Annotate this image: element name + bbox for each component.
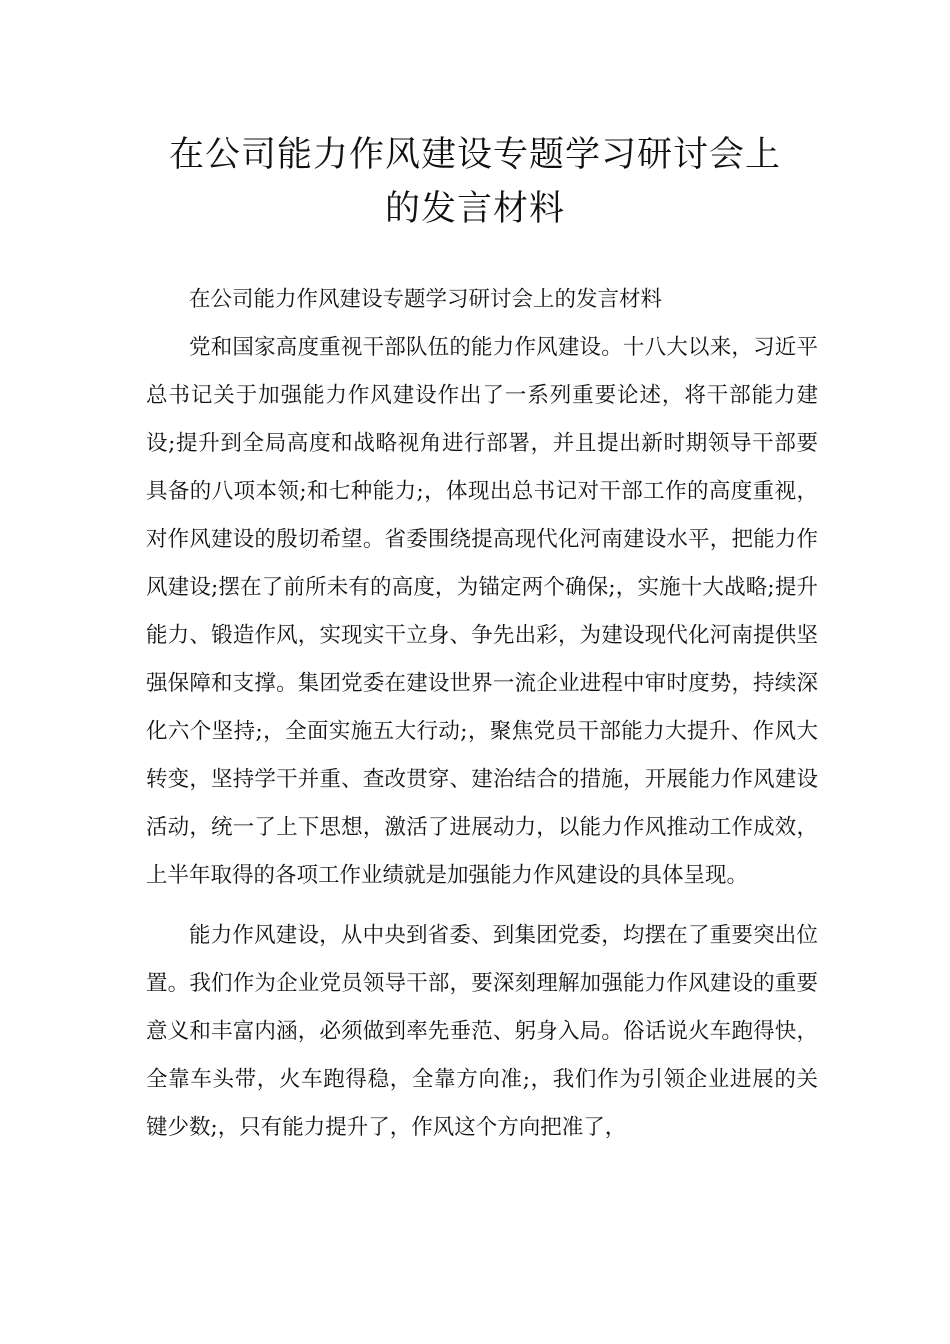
body-paragraph-2: 能力作风建设，从中央到省委、到集团党委，均摆在了重要突出位置。我们作为企业党员领导干部，要深刻理解加强能力作风建设的重要意义和丰富内涵，必须做到率先垂范、躬身入局。俗话说火车跑得快，全靠车头带，火车跑得稳，全靠方向准;，我们作为引领企业进展的关键少数;，只有能力提升了，作风这个方向把准了， [146,923,818,1140]
body-paragraph-subtitle: 在公司能力作风建设专题学习研讨会上的发言材料 [189,287,663,312]
title-line-2: 的发言材料 [384,189,565,229]
document-title [140,128,810,236]
body-paragraph-1: 党和国家高度重视干部队伍的能力作风建设。十八大以来，习近平总书记关于加强能力作风建设作出了一系列重要论述，将干部能力建设;提升到全局高度和战略视角进行部署，并且提出新时期领导干部要具备的八项本领;和七种能力;，体现出总书记对干部工作的高度重视，对作风建设的殷切希望。省委围绕提高现代化河南建设水平，把能力作风建设;摆在了前所未有的高度，为锚定两个确保;，实施十大战略;提升能力、锻造作风，实现实干立身、争先出彩，为建设现代化河南提供坚强保障和支撑。集团党委在建设世界一流企业进程中审时度势，持续深化六个坚持;，全面实施五大行动;，聚焦党员干部能力大提升、作风大转变，坚持学干并重、查改贯穿、建治结合的措施，开展能力作风建设活动，统一了上下思想，激活了进展动力，以能力作风推动工作成效，上半年取得的各项工作业绩就是加强能力作风建设的具体呈现。 [146,335,818,888]
title-line-1: 在公司能力作风建设专题学习研讨会上 [168,135,781,175]
document-body [146,276,818,1152]
